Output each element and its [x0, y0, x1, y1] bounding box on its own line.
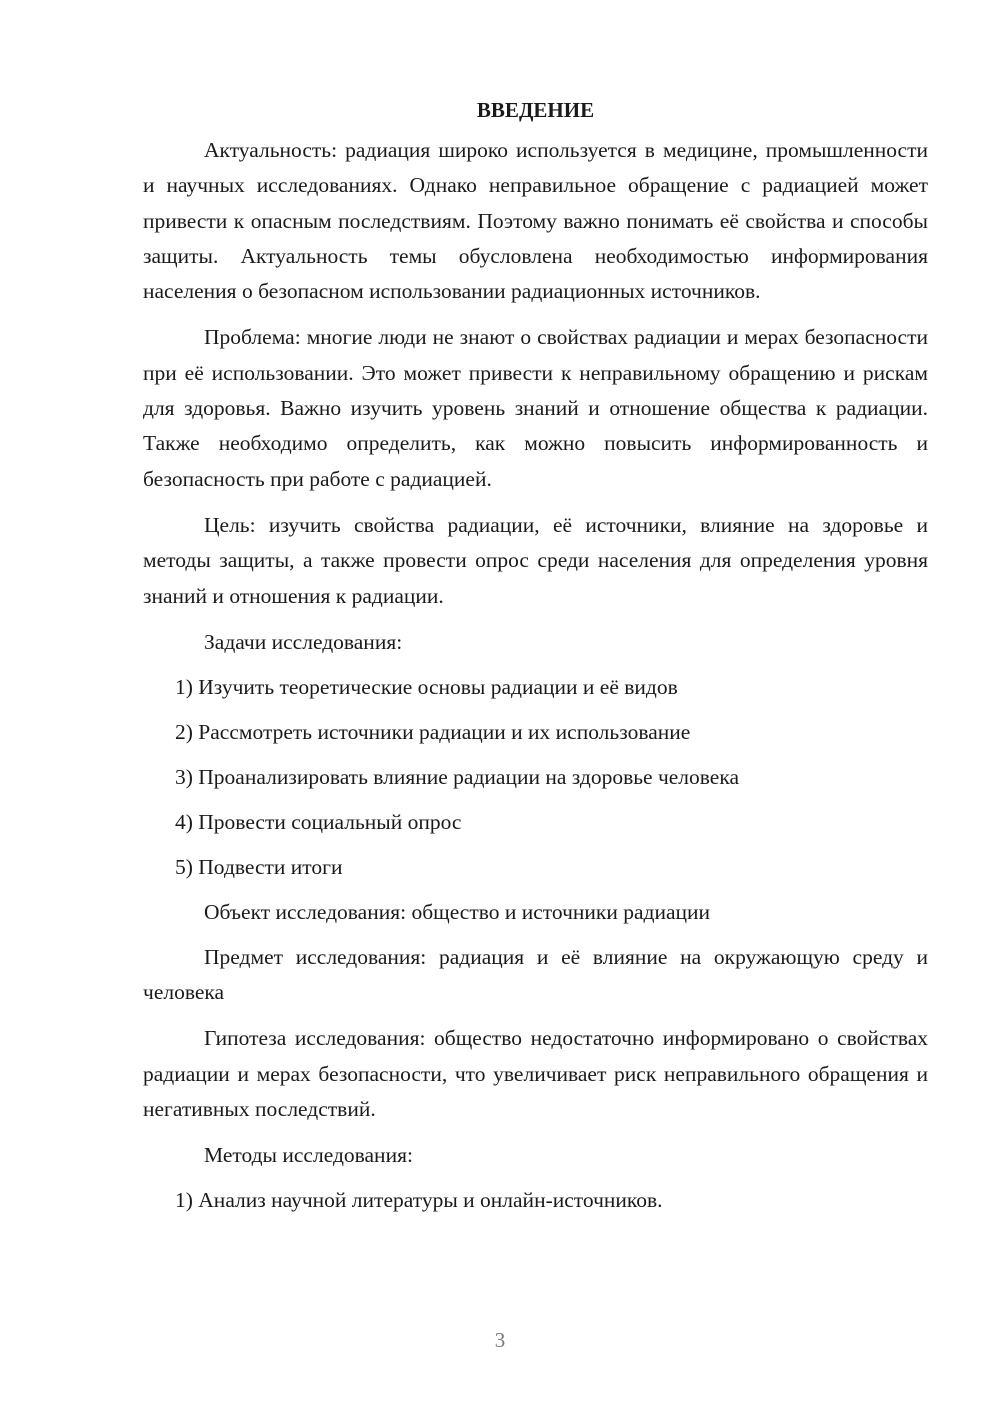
subject-paragraph: Предмет исследования: радиация и её влияние на окружающую среду и человека: [143, 944, 928, 1005]
methods-list: [143, 1183, 928, 1218]
task-item: 4) Провести социальный опрос: [175, 809, 462, 834]
tasks-heading: Задачи исследования:: [204, 629, 403, 654]
tasks-list: [143, 670, 928, 885]
problem-paragraph: Проблема: многие люди не знают о свойствах радиации и мерах безопасности при её использовании. Это может привести к неправильному обращению и рискам для здоровья. Важно изучить уровень знаний и отношение общества к радиации. Также необходимо определить, как можно повысить информированность и безопасность при работе с радиацией.: [143, 325, 928, 491]
task-item: 3) Проанализировать влияние радиации на здоровье человека: [175, 764, 740, 789]
hypothesis-paragraph: Гипотеза исследования: общество недостаточно информировано о свойствах радиации и мерах безопасности, что увеличивает риск неправильного обращения и негативных последствий.: [143, 1026, 928, 1122]
document-page: [143, 96, 928, 1228]
page-number: 3: [494, 1328, 506, 1352]
task-item: 1) Изучить теоретические основы радиации и её видов: [175, 674, 678, 699]
object-paragraph: Объект исследования: общество и источники радиации: [204, 899, 711, 924]
methods-heading: Методы исследования:: [204, 1143, 413, 1168]
method-item: 1) Анализ научной литературы и онлайн-источников.: [175, 1188, 663, 1213]
goal-paragraph: Цель: изучить свойства радиации, её источники, влияние на здоровье и методы защиты, а также провести опрос среди населения для определения уровня знаний и отношения к радиации.: [143, 512, 928, 608]
relevance-paragraph: Актуальность: радиация широко используется в медицине, промышленности и научных исследованиях. Однако неправильное обращение с радиацией может привести к опасным последствиям. Поэтому важно понимать её свойства и способы защиты. Актуальность темы обусловлена необходимостью информирования населения о безопасном использовании радиационных источников.: [143, 138, 928, 304]
task-item: 2) Рассмотреть источники радиации и их использование: [175, 719, 691, 744]
task-item: 5) Подвести итоги: [175, 854, 343, 879]
section-title: ВВЕДЕНИЕ: [476, 98, 595, 122]
